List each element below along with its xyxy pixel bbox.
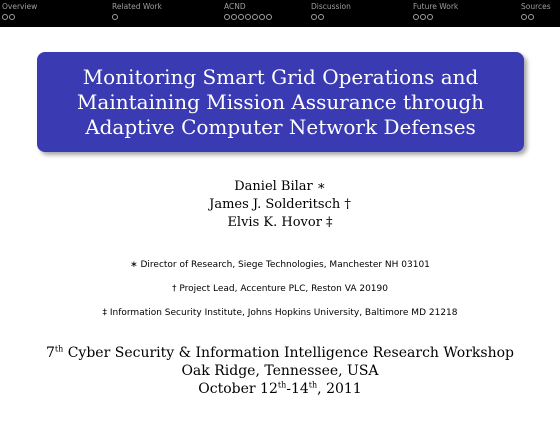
workshop-date bbox=[0, 380, 560, 398]
navigation-bar bbox=[0, 0, 560, 27]
workshop-ordinal-suffix: th bbox=[54, 344, 64, 354]
nav-dot[interactable] bbox=[259, 14, 265, 20]
date-year: , 2011 bbox=[317, 381, 362, 397]
nav-dots-future-work bbox=[413, 14, 433, 20]
nav-section-related-work[interactable]: Related Work bbox=[112, 2, 162, 11]
nav-dots-overview bbox=[2, 14, 15, 20]
nav-dot[interactable] bbox=[318, 14, 324, 20]
date-end-suffix: th bbox=[308, 380, 318, 390]
presentation-title: Monitoring Smart Grid Operations and Maintaining Mission Assurance through Adaptive Computer Network Defenses bbox=[76, 64, 485, 139]
workshop-name bbox=[0, 344, 560, 362]
nav-dot[interactable] bbox=[528, 14, 534, 20]
workshop-title: Cyber Security & Information Intelligence Research Workshop bbox=[63, 345, 515, 361]
nav-dot[interactable] bbox=[420, 14, 426, 20]
workshop-ordinal: 7 bbox=[45, 345, 55, 361]
nav-dots-acnd bbox=[224, 14, 272, 20]
nav-dot[interactable] bbox=[266, 14, 272, 20]
nav-dot[interactable] bbox=[238, 14, 244, 20]
nav-dot[interactable] bbox=[413, 14, 419, 20]
affiliation-line: ‡ Information Security Institute, Johns Hopkins University, Baltimore MD 21218 bbox=[102, 308, 458, 318]
nav-dot[interactable] bbox=[9, 14, 15, 20]
affiliation-line: † Project Lead, Accenture PLC, Reston VA 20190 bbox=[172, 284, 388, 294]
nav-section-discussion[interactable]: Discussion bbox=[311, 2, 351, 11]
nav-dots-discussion bbox=[311, 14, 324, 20]
nav-section-overview[interactable]: Overview bbox=[2, 2, 38, 11]
nav-section-sources[interactable]: Sources bbox=[521, 2, 551, 11]
workshop-location: Oak Ridge, Tennessee, USA bbox=[181, 363, 379, 379]
nav-dot[interactable] bbox=[112, 14, 118, 20]
nav-dot[interactable] bbox=[231, 14, 237, 20]
nav-dot[interactable] bbox=[252, 14, 258, 20]
nav-dot[interactable] bbox=[245, 14, 251, 20]
nav-dots-sources bbox=[521, 14, 534, 20]
date-start: October 12 bbox=[198, 381, 278, 397]
affiliation-line: ∗ Director of Research, Siege Technologies, Manchester NH 03101 bbox=[130, 260, 430, 270]
author-name: Daniel Bilar ∗ bbox=[234, 179, 326, 194]
nav-dot[interactable] bbox=[311, 14, 317, 20]
nav-dots-related-work bbox=[112, 14, 118, 20]
author-name: James J. Solderitsch † bbox=[209, 197, 351, 212]
date-end: -14 bbox=[286, 381, 309, 397]
nav-dot[interactable] bbox=[427, 14, 433, 20]
nav-dot[interactable] bbox=[224, 14, 230, 20]
nav-dot[interactable] bbox=[521, 14, 527, 20]
author-name: Elvis K. Hovor ‡ bbox=[227, 215, 333, 230]
nav-section-acnd[interactable]: ACND bbox=[224, 2, 246, 11]
nav-dot[interactable] bbox=[2, 14, 8, 20]
title-box bbox=[37, 52, 524, 152]
nav-section-future-work[interactable]: Future Work bbox=[413, 2, 459, 11]
workshop-info bbox=[0, 344, 560, 398]
date-start-suffix: th bbox=[277, 380, 287, 390]
author-list bbox=[0, 178, 560, 232]
